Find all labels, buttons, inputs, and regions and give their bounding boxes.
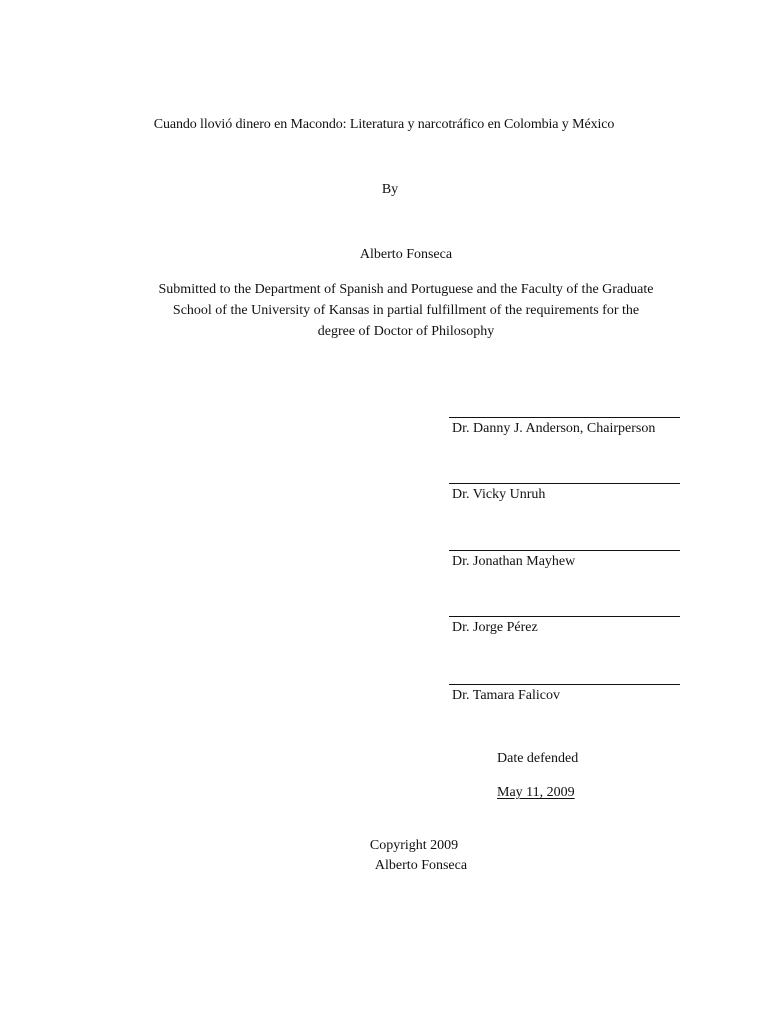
submission-line-2: School of the University of Kansas in partial fulfillment of the requirements for the — [172, 303, 640, 318]
signature-block-member-4 — [449, 616, 681, 636]
signature-block-member-5 — [449, 684, 681, 704]
signature-line — [449, 550, 680, 551]
author-name: Alberto Fonseca — [359, 247, 453, 262]
date-defended-value: May 11, 2009 — [497, 785, 575, 800]
committee-member-name: Dr. Jorge Pérez — [452, 620, 538, 635]
signature-block-member-3 — [449, 550, 681, 570]
signature-line — [449, 684, 680, 685]
thesis-title: Cuando llovió dinero en Macondo: Literatura y narcotráfico en Colombia y México — [153, 117, 615, 132]
signature-block-member-2 — [449, 483, 681, 503]
submission-statement — [120, 279, 692, 342]
submission-line-1: Submitted to the Department of Spanish and Portuguese and the Faculty of the Graduate — [158, 282, 654, 297]
committee-member-name: Dr. Tamara Falicov — [452, 688, 561, 703]
by-label: By — [381, 182, 399, 197]
submission-line-3: degree of Doctor of Philosophy — [317, 324, 495, 339]
committee-member-name: Dr. Jonathan Mayhew — [452, 554, 576, 569]
signature-line — [449, 616, 680, 617]
copyright-line-2: Alberto Fonseca — [374, 858, 468, 873]
copyright-notice — [0, 836, 768, 876]
copyright-line-1: Copyright 2009 — [369, 838, 459, 853]
date-defended-label: Date defended — [497, 751, 579, 766]
committee-member-name: Dr. Danny J. Anderson, Chairperson — [452, 421, 656, 436]
signature-line — [449, 417, 680, 418]
signature-line — [449, 483, 680, 484]
signature-block-chairperson — [449, 417, 681, 437]
committee-member-name: Dr. Vicky Unruh — [452, 487, 546, 502]
